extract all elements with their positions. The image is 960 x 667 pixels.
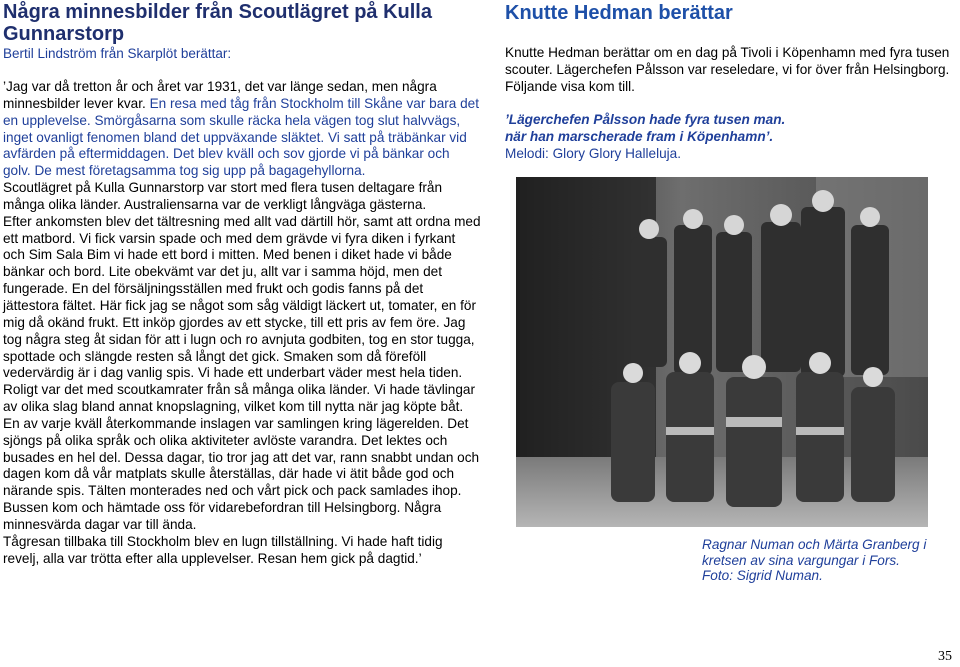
- paragraph-1: [3, 79, 481, 180]
- song-line-2: när han marscherade fram i Köpenhamn’.: [505, 129, 774, 145]
- song-line-1: ’Lägerchefen Pålsson hade fyra tusen man.: [505, 112, 786, 128]
- page-number: 35: [938, 649, 952, 664]
- melody-line: Melodi: Glory Glory Halleluja.: [505, 145, 682, 161]
- photo-caption: [702, 537, 952, 584]
- paragraph-1-train: En resa med tåg från Stockholm till Skåne var bara det en upplevelse. Smörgåsarna som skulle räcka hela vägen tog slut halvvägs, inget ovanligt fenomen bland det uppväxande släktet. Vi satt på träbänkar vid avfärden på eftermiddagen. Det blev kväll och sov gjorde vi på bänkar och golv. De mest företagsamma tog sig upp på bagagehyllorna.: [3, 95, 480, 179]
- caption-line-1: Ragnar Numan och Märta Granberg i: [702, 537, 927, 552]
- paragraph-1-intro: ’Jag var då tretton år och året var 1931, det var länge sedan, men några minnesbilder lever kvar.: [3, 79, 437, 111]
- article-title: Några minnesbilder från Scoutlägret på Kulla Gunnarstorp: [3, 1, 432, 45]
- right-column: [505, 1, 957, 163]
- article-byline: Bertil Lindström från Skarplöt berättar:: [3, 46, 232, 61]
- caption-line-2: kretsen av sina vargungar i Fors.: [702, 552, 900, 568]
- paragraph-2: Scoutlägret på Kulla Gunnarstorp var stort med flera tusen deltagare från många olika länder. Australiensarna var de verkligt långväga gästerna.: [3, 180, 443, 212]
- section-title: Knutte Hedman berättar: [505, 2, 733, 24]
- left-column: [3, 1, 481, 567]
- caption-line-3: Foto: Sigrid Numan.: [702, 568, 823, 584]
- paragraph-4: Tågresan tillbaka till Stockholm blev en lugn tillställning. Vi hade haft tidig revelj, alla var trötta efter alla upplevelser. Resan hem gick på dagtid.’: [3, 533, 443, 566]
- group-photo: [516, 177, 928, 527]
- group-photo-image: [516, 177, 928, 527]
- section-intro: Knutte Hedman berättar om en dag på Tivoli i Köpenhamn med fyra tusen scouter. Lägerchefen Pålsson var reseledare, vi for över från Helsingborg. Följande visa kom till.: [505, 45, 950, 94]
- paragraph-3: Efter ankomsten blev det tältresning med allt vad därtill hör, samt att ordna med ett matbord. Vi fick varsin spade och med dem grävde vi fyra diken i fyrkant och Sim Sala Bim vi hade ett bord i mitten. Med benen i diket hade vi både bänkar och bord. Lite obekvämt var det ju, allt var i samma höjd, men det fungerade. En del försäljningsställen med frukt och godis fanns på det jättestora fältet. Här fick jag se något som såg väldigt läckert ut, tomater, en för mig då okänd frukt. Ett inköp gjordes av ett stycke, till ett pris av fem öre. Jag tog några steg åt sidan för att i lugn och ro avnjuta godbiten, tog en stor tugga, spottade och slängde resten så långt det gick. Smaken som då föreföll vedervärdig är i dag vanlig spis. Vi hade ett underbart väder mest hela tiden. Roligt var det med scoutkamrater från så många olika länder. Vi hade tävlingar av olika slag bland annat knopslagning, vilket kom till nytta när jag köpte båt. En av varje kväll återkommande inslagen var samlingen kring lägerelden. Det sjöngs på olika språk och olika aktiviteter avlöste varandra. Det lektes och busades en hel del. Dessa dagar, tio tror jag att det var, rann snabbt undan och dagen kom då vår matplats skulle återställas, där hade vi ätit både god och närande spis. Tälten monterades ned och vårt pick och pack samlades ihop. Bussen kom och hämtade oss för vidarebefordran till Helsingborg. Några minnesvärda dagar var till ända.: [3, 213, 481, 532]
